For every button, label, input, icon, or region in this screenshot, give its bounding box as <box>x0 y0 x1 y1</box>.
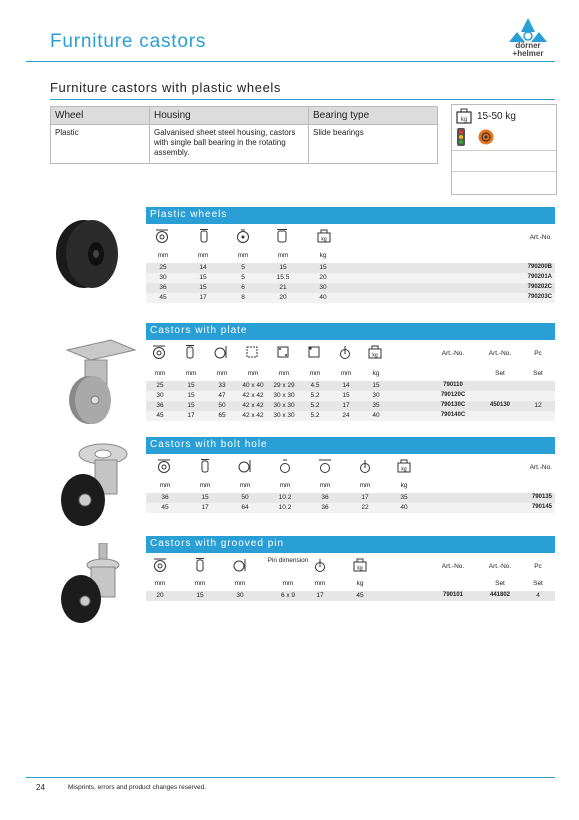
load-weight-icon <box>317 229 331 243</box>
article-number: 790145 <box>531 504 552 510</box>
load-row-divider <box>452 150 556 151</box>
subtitle-divider <box>50 99 555 100</box>
plate-size-icon <box>245 345 259 359</box>
top-diameter-icon <box>318 459 332 473</box>
art-no-set-header: Art.-No. <box>488 563 512 570</box>
table-cell: 45 <box>356 592 364 599</box>
unit-label: mm <box>277 252 289 259</box>
table-row <box>146 401 555 411</box>
castor-bolt-image <box>55 440 139 530</box>
footer-note: Misprints, errors and product changes reserved. <box>68 784 207 791</box>
table-cell: 65 <box>218 412 226 419</box>
table-cell: 20 <box>156 592 164 599</box>
table-cell: 8 <box>241 294 245 301</box>
section-castors-plate <box>146 323 555 440</box>
bolt-hole-icon <box>307 345 321 359</box>
castor-plate-image <box>57 336 139 428</box>
table-cell: 30 x 30 <box>273 402 295 409</box>
section-subtitle: Furniture castors with plastic wheels <box>50 80 281 95</box>
logo-icon <box>499 18 557 42</box>
unit-label: mm <box>319 482 331 489</box>
offset-icon <box>313 558 327 572</box>
units-row <box>146 252 555 262</box>
table-cell: 30 x 30 <box>273 392 295 399</box>
table-cell: 15 <box>187 392 195 399</box>
spec-header-wheel: Wheel <box>51 107 150 125</box>
unit-label: mm <box>194 580 206 587</box>
unit-label: mm <box>309 370 321 377</box>
unit-label: mm <box>157 252 169 259</box>
table-cell: 40 <box>400 504 408 511</box>
page-number: 24 <box>36 783 45 792</box>
table-cell: 17 <box>361 494 369 501</box>
units-row <box>146 580 555 590</box>
unit-label: mm <box>216 370 228 377</box>
table-cell: 42 x 42 <box>242 402 264 409</box>
spec-table <box>50 106 438 164</box>
table-cell: 17 <box>316 592 324 599</box>
unit-label: mm <box>278 370 290 377</box>
set-label: Set <box>533 370 543 377</box>
table-row <box>146 293 555 303</box>
article-number: 450130 <box>489 402 511 408</box>
table-cell: 30 <box>159 274 167 281</box>
article-number: 790201A <box>527 274 552 280</box>
table-cell: 30 x 30 <box>273 412 295 419</box>
table-cell: 20 <box>319 274 327 281</box>
bolt-hole-icon <box>278 459 292 473</box>
table-cell: 5 <box>241 274 245 281</box>
load-weight-icon <box>368 345 382 359</box>
set-label: Set <box>495 370 505 377</box>
table-cell: 25 <box>156 382 164 389</box>
table-cell: 17 <box>342 402 350 409</box>
table-cell: 36 <box>321 504 329 511</box>
table-cell: 64 <box>241 504 249 511</box>
table-cell: 30 <box>372 392 380 399</box>
castor-orange-icon <box>478 129 494 145</box>
table-cell: 17 <box>201 504 209 511</box>
pc-header: Pc <box>534 350 542 357</box>
table-cell: 5.2 <box>310 412 320 419</box>
table-cell: 50 <box>218 402 226 409</box>
unit-label: kg <box>319 252 327 259</box>
svg-text:kg: kg <box>357 565 363 572</box>
art-no-header: Art.-No. <box>441 350 465 357</box>
art-no-header: Art.-No. <box>529 234 552 241</box>
table-cell: 35 <box>372 402 380 409</box>
table-cell: 17 <box>187 412 195 419</box>
table-row <box>146 273 555 283</box>
svg-text:kg: kg <box>372 352 378 359</box>
unit-label: mm <box>359 482 371 489</box>
hub-length-icon <box>275 229 289 243</box>
table-cell: 45 <box>161 504 169 511</box>
header-divider <box>26 61 555 62</box>
unit-label: kg <box>372 370 380 377</box>
table-cell: 5.2 <box>310 392 320 399</box>
unit-label: mm <box>154 370 166 377</box>
table-cell: 6 <box>241 284 245 291</box>
table-cell: 40 <box>372 412 380 419</box>
table-cell: 21 <box>279 284 287 291</box>
unit-label: mm <box>159 482 171 489</box>
overall-height-icon <box>233 558 247 572</box>
svg-text:kg: kg <box>321 236 327 243</box>
table-row <box>146 381 555 391</box>
load-row-divider <box>452 171 556 172</box>
art-no-header: Art.-No. <box>529 464 552 471</box>
article-number: 790110 <box>443 382 463 388</box>
weight-icon <box>456 108 472 124</box>
table-cell: 36 <box>161 494 169 501</box>
unit-label: mm <box>247 370 259 377</box>
table-cell: 15 <box>199 284 207 291</box>
table-cell: 35 <box>400 494 408 501</box>
table-cell: 45 <box>159 294 167 301</box>
footer-divider <box>26 777 555 778</box>
table-cell: 20 <box>279 294 287 301</box>
table-cell: 4.5 <box>310 382 320 389</box>
plastic-wheel-image <box>48 214 128 294</box>
spec-cell-housing: Galvanised sheet steel housing, castors with single ball bearing in the rotating assembly. <box>150 125 309 164</box>
table-cell: 47 <box>218 392 226 399</box>
unit-label: mm <box>282 580 294 587</box>
unit-label: mm <box>340 370 352 377</box>
article-number: 790202C <box>527 284 552 290</box>
wheel-width-icon <box>183 345 197 359</box>
table-row <box>146 283 555 293</box>
table-cell: 15 <box>187 402 195 409</box>
page-title: Furniture castors <box>50 31 207 52</box>
table-cell: 36 <box>159 284 167 291</box>
load-weight-icon <box>397 459 411 473</box>
wheel-width-icon <box>198 459 212 473</box>
article-number: 790101 <box>442 592 464 598</box>
table-cell: 36 <box>321 494 329 501</box>
unit-label: kg <box>400 482 408 489</box>
offset-icon <box>338 345 352 359</box>
table-cell: 15 <box>319 264 327 271</box>
section-castors-pin <box>146 536 555 619</box>
svg-text:kg: kg <box>460 117 468 123</box>
table-row <box>146 411 555 421</box>
table-cell: 5 <box>241 264 245 271</box>
unit-label: mm <box>314 580 326 587</box>
table-cell: 15.5 <box>276 274 290 281</box>
load-range-label: 15-50 kg <box>477 111 516 122</box>
svg-text:kg: kg <box>401 466 407 473</box>
table-cell: 5.2 <box>310 402 320 409</box>
article-number: 790203C <box>527 294 552 300</box>
wheel-width-icon <box>197 229 211 243</box>
section-plastic-wheels <box>146 207 555 320</box>
wheel-width-icon <box>193 558 207 572</box>
table-cell: 30 <box>156 392 164 399</box>
unit-label: mm <box>234 580 246 587</box>
table-cell: 17 <box>199 294 207 301</box>
unit-label: kg <box>356 580 364 587</box>
castor-pin-image <box>59 543 139 625</box>
logo-text-2: +helmer <box>512 49 544 58</box>
table-cell: 10.2 <box>278 504 292 511</box>
wheel-diameter-icon <box>155 229 169 243</box>
axle-bore-icon <box>236 229 250 243</box>
unit-label: mm <box>185 370 197 377</box>
unit-label: mm <box>199 482 211 489</box>
table-cell: 12 <box>534 402 542 409</box>
table-cell: 15 <box>201 494 209 501</box>
table-cell: 4 <box>536 592 540 599</box>
article-number: 790200B <box>527 264 552 270</box>
hole-spacing-icon <box>276 345 290 359</box>
table-row <box>146 493 555 503</box>
table-cell: 15 <box>196 592 204 599</box>
overall-height-icon <box>238 459 252 473</box>
section-castors-bolt <box>146 437 555 534</box>
table-cell: 15 <box>372 382 380 389</box>
section-title: Castors with plate <box>146 323 555 340</box>
article-number: 790140C <box>440 412 466 418</box>
pin-dimension-header: Pin dimension <box>267 557 309 564</box>
table-cell: 36 <box>156 402 164 409</box>
section-title: Plastic wheels <box>146 207 555 224</box>
table-cell: 14 <box>342 382 350 389</box>
spec-cell-bearing: Slide bearings <box>309 125 438 164</box>
table-row <box>146 263 555 273</box>
pc-header: Pc <box>534 563 542 570</box>
table-cell: 33 <box>218 382 226 389</box>
table-cell: 15 <box>187 382 195 389</box>
table-cell: 29 x 29 <box>273 382 295 389</box>
article-number: 441802 <box>489 592 511 598</box>
unit-label: mm <box>237 252 249 259</box>
spec-header-housing: Housing <box>150 107 309 125</box>
table-cell: 24 <box>342 412 350 419</box>
unit-label: mm <box>154 580 166 587</box>
table-row <box>146 391 555 401</box>
unit-label: mm <box>197 252 209 259</box>
art-no-set-header: Art.-No. <box>488 350 512 357</box>
spec-header-bearing: Bearing type <box>309 107 438 125</box>
table-row <box>146 591 555 601</box>
set-label: Set <box>495 580 505 587</box>
section-title: Castors with grooved pin <box>146 536 555 553</box>
overall-height-icon <box>214 345 228 359</box>
wheel-diameter-icon <box>157 459 171 473</box>
table-cell: 10.2 <box>278 494 292 501</box>
table-cell: 6 x 9 <box>280 592 296 599</box>
table-cell: 45 <box>156 412 164 419</box>
logo-text-1: dörner <box>515 41 541 50</box>
set-label: Set <box>533 580 543 587</box>
table-cell: 22 <box>361 504 369 511</box>
table-cell: 15 <box>342 392 350 399</box>
table-cell: 50 <box>241 494 249 501</box>
table-cell: 14 <box>199 264 207 271</box>
load-capacity-box <box>451 104 557 195</box>
article-number: 790135 <box>531 494 552 500</box>
spec-cell-wheel: Plastic <box>51 125 150 164</box>
units-row <box>146 482 555 492</box>
table-cell: 15 <box>279 264 287 271</box>
wheel-diameter-icon <box>153 558 167 572</box>
unit-label: mm <box>239 482 251 489</box>
traffic-light-icon <box>456 128 466 146</box>
table-cell: 40 x 40 <box>242 382 264 389</box>
wheel-diameter-icon <box>152 345 166 359</box>
table-cell: 25 <box>159 264 167 271</box>
table-cell: 15 <box>199 274 207 281</box>
units-row <box>146 370 555 380</box>
article-number: 790130C <box>440 402 466 408</box>
table-cell: 30 <box>236 592 244 599</box>
art-no-header: Art.-No. <box>441 563 465 570</box>
table-row <box>146 503 555 513</box>
article-number: 790120C <box>440 392 466 398</box>
brand-logo <box>499 18 557 60</box>
table-cell: 40 <box>319 294 327 301</box>
section-title: Castors with bolt hole <box>146 437 555 454</box>
table-cell: 42 x 42 <box>242 412 264 419</box>
offset-icon <box>358 459 372 473</box>
load-weight-icon <box>353 558 367 572</box>
table-cell: 42 x 42 <box>242 392 264 399</box>
table-cell: 30 <box>319 284 327 291</box>
unit-label: mm <box>279 482 291 489</box>
